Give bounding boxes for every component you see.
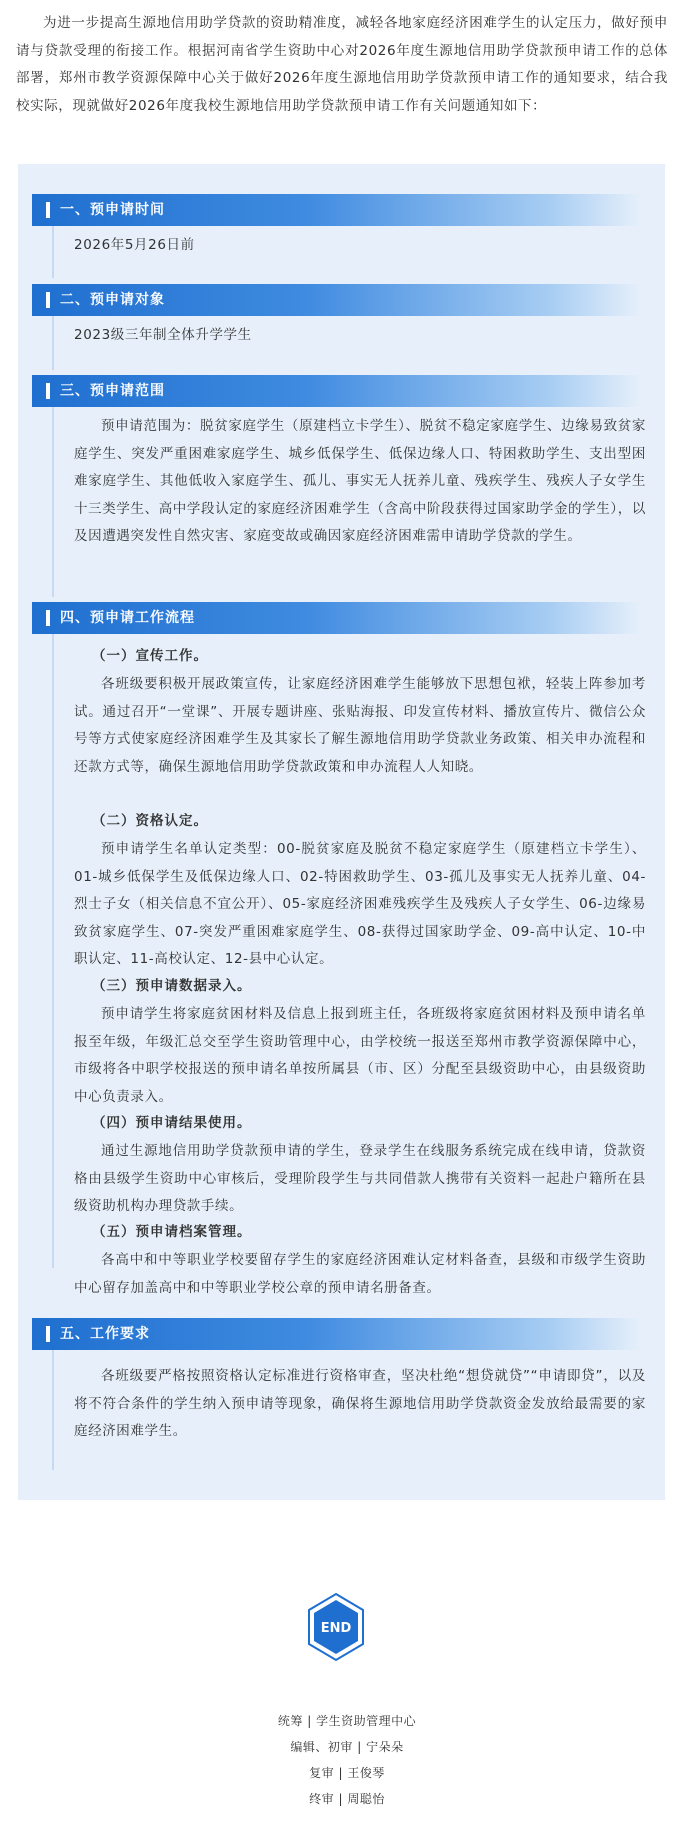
section-3-title: 三、预申请范围	[60, 383, 165, 399]
section-2-rule	[52, 316, 54, 370]
section-5-header	[32, 1318, 642, 1350]
sub-4-title: （四）预申请结果使用。	[92, 1115, 252, 1131]
credit-line: 终审 | 周聪怡	[309, 1792, 385, 1806]
section-5-title: 五、工作要求	[60, 1326, 150, 1342]
section-5-rule	[52, 1350, 54, 1470]
header-bar-marker	[46, 1326, 50, 1342]
hexagon-icon	[306, 1592, 366, 1662]
sub-2-title: （二）资格认定。	[92, 813, 208, 829]
section-1-title: 一、预申请时间	[60, 202, 165, 218]
section-3-header	[32, 375, 642, 407]
credit-line: 复审 | 王俊琴	[309, 1766, 385, 1780]
section-3-body: 预申请范围为：脱贫家庭学生（原建档立卡学生）、脱贫不稳定家庭学生、边缘易致贫家庭学生、突发严重困难家庭学生、城乡低保学生、低保边缘人口、特困救助学生、支出型困难家庭学生、其他低收入家庭学生、孤儿、事实无人抚养儿童、残疾学生、残疾人子女学生十三类学生、高中学段认定的家庭经济困难学生（含高中阶段获得过国家助学金的学生），以及因遭遇突发性自然灾害、家庭变故或确因家庭经济困难需申请助学贷款的学生。	[74, 418, 646, 544]
sub-3-title: （三）预申请数据录入。	[92, 978, 252, 994]
sub-1-title: （一）宣传工作。	[92, 648, 208, 664]
section-1-body: 2026年5月26日前	[74, 237, 195, 253]
section-4-header	[32, 602, 642, 634]
section-1-header	[32, 194, 642, 226]
sub-2-body: 预申请学生名单认定类型：00-脱贫家庭及脱贫不稳定家庭学生（原建档立卡学生）、01-城乡低保学生及低保边缘人口、02-特困救助学生、03-孤儿及事实无人抚养儿童、04-烈士子女（相关信息不宜公开）、05-家庭经济困难残疾学生及残疾人子女学生、06-边缘易致贫家庭学生、07-突发严重困难家庭学生、08-获得过国家助学金、09-高中认定、10-中职认定、11-高校认定、12-县中心认定。	[74, 841, 646, 967]
header-bar-marker	[46, 383, 50, 399]
section-3-rule	[52, 407, 54, 597]
sub-3-body: 预申请学生将家庭贫困材料及信息上报到班主任，各班级将家庭贫困材料及预申请名单报至年级，年级汇总交至学生资助管理中心，由学校统一报送至郑州市教学资源保障中心，市级将各中职学校报送的预申请名单按所属县（市、区）分配至县级资助中心，由县级资助中心负责录入。	[74, 1006, 646, 1105]
credit-line: 编辑、初审 | 宁朵朵	[290, 1740, 404, 1754]
sub-5-body: 各高中和中等职业学校要留存学生的家庭经济困难认定材料备查，县级和市级学生资助中心留存加盖高中和中等职业学校公章的预申请名册备查。	[74, 1252, 646, 1296]
section-1-rule	[52, 226, 54, 278]
sub-4-body: 通过生源地信用助学贷款预申请的学生，登录学生在线服务系统完成在线申请，贷款资格由县级学生资助中心审核后，受理阶段学生与共同借款人携带有关资料一起赴户籍所在县级资助机构办理贷款手续。	[74, 1143, 646, 1214]
header-bar-marker	[46, 292, 50, 308]
section-2-title: 二、预申请对象	[60, 292, 165, 308]
section-4-rule	[52, 634, 54, 1268]
credit-line: 统筹 | 学生资助管理中心	[277, 1714, 417, 1728]
end-badge	[306, 1592, 366, 1662]
header-bar-marker	[46, 610, 50, 626]
sub-5-title: （五）预申请档案管理。	[92, 1224, 252, 1240]
section-5-body: 各班级要严格按照资格认定标准进行资格审查，坚决杜绝“想贷就贷”“申请即贷”，以及将不符合条件的学生纳入预申请等现象，确保将生源地信用助学贷款资金发放给最需要的家庭经济困难学生。	[74, 1368, 646, 1439]
sub-1-body: 各班级要积极开展政策宣传，让家庭经济困难学生能够放下思想包袱，轻装上阵参加考试。通过召开“一堂课”、开展专题讲座、张贴海报、印发宣传材料、播放宣传片、微信公众号等方式使家庭经济困难学生及其家长了解生源地信用助学贷款业务政策、相关申办流程和还款方式等，确保生源地信用助学贷款政策和申办流程人人知晓。	[74, 676, 646, 775]
header-bar-marker	[46, 202, 50, 218]
section-2-body: 2023级三年制全体升学学生	[74, 327, 252, 343]
intro-paragraph: 为进一步提高生源地信用助学贷款的资助精准度，减轻各地家庭经济困难学生的认定压力，做好预申请与贷款受理的衔接工作。根据河南省学生资助中心对2026年度生源地信用助学贷款预申请工作的总体部署，郑州市教学资源保障中心关于做好2026年度生源地信用助学贷款预申请工作的通知要求，结合我校实际，现就做好2026年度我校生源地信用助学贷款预申请工作有关问题通知如下：	[16, 15, 668, 114]
section-4-title: 四、预申请工作流程	[60, 610, 195, 626]
section-2-header	[32, 284, 642, 316]
end-label: END	[320, 1621, 352, 1636]
